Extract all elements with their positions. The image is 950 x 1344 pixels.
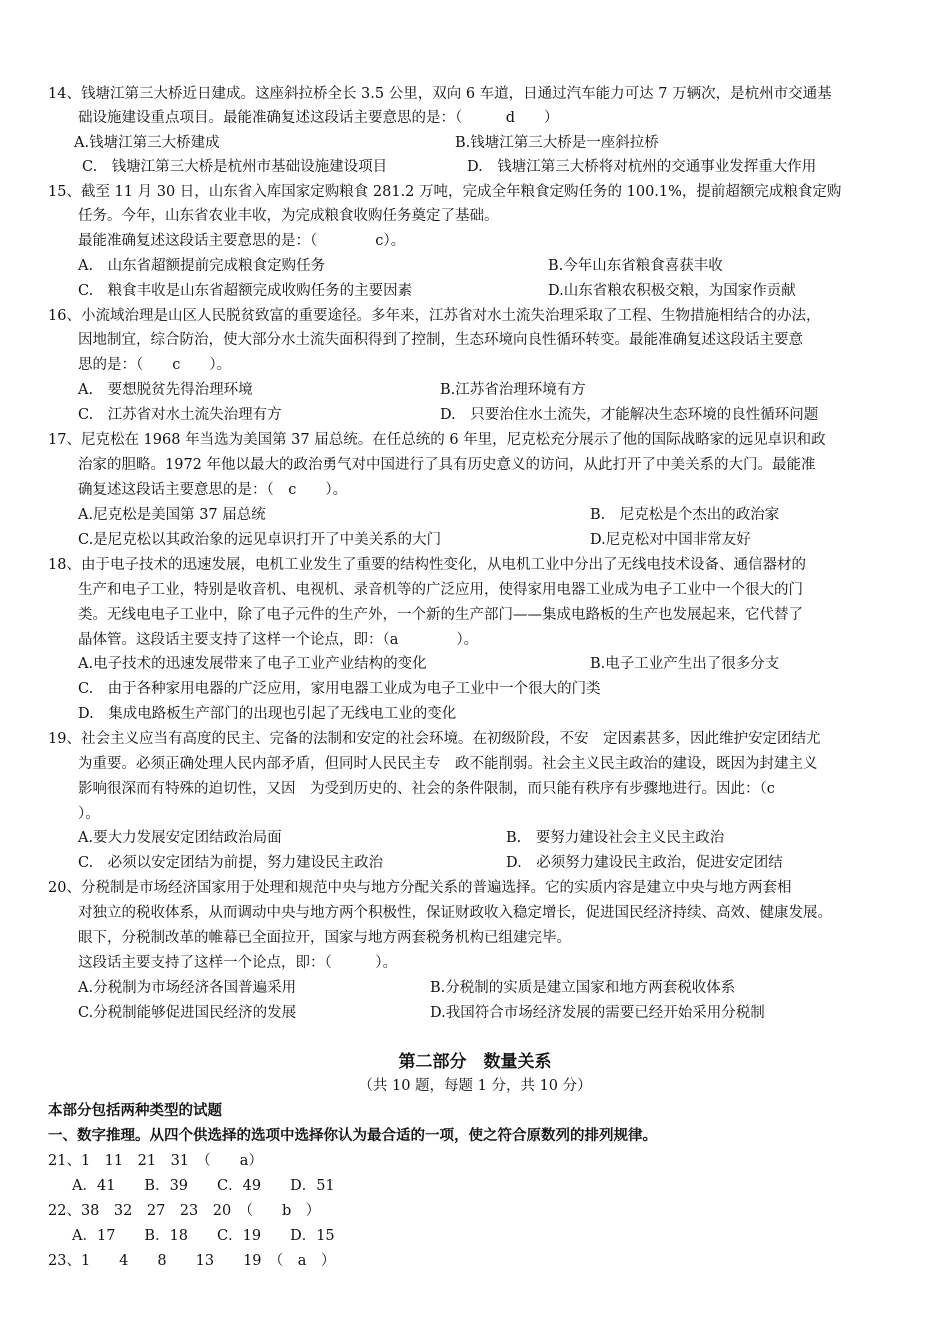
q23-sequence: 23、1 4 8 13 19 （ a ） (48, 1253, 336, 1269)
q20-stem-line1: 20、分税制是市场经济国家用于处理和规范中央与地方分配关系的普遍选择。它的实质内容是建立中央与地方两套相 (48, 880, 792, 896)
q19-option-c: C. 必须以安定团结为前提，努力建设民主政治 (78, 855, 384, 871)
q16-option-b: B.江苏省治理环境有方 (440, 382, 586, 398)
section1-instructions: 一、数字推理。从四个供选择的选项中选择你认为最合适的一项，使之符合原数列的排列规律。 (48, 1127, 657, 1144)
q16-stem-line1: 16、小流域治理是山区人民脱贫致富的重要途径。多年来，江苏省对水土流失治理采取了工程、生物措施相结合的办法， (48, 308, 821, 324)
q14-stem-line1: 14、钱塘江第三大桥近日建成。这座斜拉桥全长 3.5 公里，双向 6 车道，日通过汽车能力可达 7 万辆次，是杭州市交通基 (48, 86, 832, 102)
q19-stem-line1: 19、社会主义应当有高度的民主、完备的法制和安定的社会环境。在初级阶段，不安 定因素甚多，因此维护安定团结尤 (48, 731, 821, 747)
q22-sequence: 22、38 32 27 23 20 （ b ） (48, 1203, 321, 1219)
q21-options: A．41 B．39 C．49 D．51 (72, 1178, 335, 1194)
q17-option-b: B. 尼克松是个杰出的政治家 (590, 507, 780, 523)
q15-stem-line3: 最能准确复述这段话主要意思的是：（ c）。 (78, 233, 406, 249)
part2-title: 第二部分 数量关系 (398, 1052, 552, 1072)
q18-stem-line3: 类。无线电电子工业中，除了电子元件的生产外，一个新的生产部门——集成电路板的生产也发展起来，它代替了 (78, 607, 803, 623)
q18-option-c: C. 由于各种家用电器的广泛应用，家用电器工业成为电子工业中一个很大的门类 (78, 681, 601, 697)
q20-option-b: B.分税制的实质是建立国家和地方两套税收体系 (430, 980, 736, 996)
q15-option-a: A. 山东省超额提前完成粮食定购任务 (78, 258, 326, 274)
q14-option-d: D. 钱塘江第三大桥将对杭州的交通事业发挥重大作用 (467, 159, 817, 175)
q19-option-b: B. 要努力建设社会主义民主政治 (506, 830, 725, 846)
part2-intro: 本部分包括两种类型的试题 (48, 1102, 222, 1119)
q15-stem-line1: 15、截至 11 月 30 日，山东省入库国家定购粮食 281.2 万吨，完成全年粮食定购任务的 100.1%，提前超额完成粮食定购 (48, 184, 842, 200)
q14-stem-line2: 础设施建设重点项目。最能准确复述这段话主要意思的是：（ d ） (78, 110, 559, 126)
q20-stem-line4: 这段话主要支持了这样一个论点，即：（ ）。 (78, 955, 397, 971)
q22-options: A．17 B．18 C．19 D．15 (72, 1228, 335, 1244)
q14-option-c: C. 钱塘江第三大桥是杭州市基础设施建设项目 (82, 159, 388, 175)
q21-sequence: 21、1 11 21 31 （ a） (48, 1153, 263, 1169)
q17-option-c: C.是尼克松以其政治象的远见卓识打开了中美关系的大门 (78, 532, 442, 548)
q20-option-c: C.分税制能够促进国民经济的发展 (78, 1005, 297, 1021)
q18-option-a: A.电子技术的迅速发展带来了电子工业产业结构的变化 (78, 656, 427, 672)
part2-subtitle: （共 10 题，每题 1 分，共 10 分） (358, 1078, 592, 1094)
q14-option-b: B.钱塘江第三大桥是一座斜拉桥 (455, 135, 659, 151)
q16-option-a: A. 要想脱贫先得治理环境 (78, 382, 253, 398)
q15-option-c: C. 粮食丰收是山东省超额完成收购任务的主要因素 (78, 283, 413, 299)
q17-option-d: D.尼克松对中国非常友好 (590, 532, 751, 548)
q18-option-b: B.电子工业产生出了很多分支 (590, 656, 780, 672)
q16-stem-line2: 因地制宜，综合防治，使大部分水土流失面积得到了控制，生态环境向良性循环转变。最能准确复述这段话主要意 (78, 332, 803, 348)
q17-stem-line3: 确复述这段话主要意思的是：（ c ）。 (78, 482, 348, 498)
q17-stem-line2: 治家的胆略。1972 年他以最大的政治勇气对中国进行了具有历史意义的访问，从此打开了中美关系的大门。最能准 (78, 457, 816, 473)
q16-option-d: D. 只要治住水土流失，才能解决生态环境的良性循环问题 (440, 407, 819, 423)
q17-option-a: A.尼克松是美国第 37 届总统 (78, 507, 266, 523)
q18-option-d: D. 集成电路板生产部门的出现也引起了无线电工业的变化 (78, 706, 457, 722)
q18-stem-line4: 晶体管。这段话主要支持了这样一个论点，即：（a ）。 (78, 632, 479, 648)
q17-stem-line1: 17、尼克松在 1968 年当选为美国第 37 届总统。在任总统的 6 年里，尼克松充分展示了他的国际战略家的远见卓识和政 (48, 432, 826, 448)
q20-option-d: D.我国符合市场经济发展的需要已经开始采用分税制 (430, 1005, 765, 1021)
q19-stem-line3: 影响很深而有特殊的迫切性，又因 为受到历史的、社会的条件限制，而只能有秩序有步骤地进行。因此：（c (78, 781, 775, 797)
q19-option-d: D. 必须努力建设民主政治，促进安定团结 (506, 855, 783, 871)
q18-stem-line1: 18、由于电子技术的迅速发展，电机工业发生了重要的结构性变化，从电机工业中分出了无线电技术设备、通信器材的 (48, 557, 806, 573)
q16-option-c: C. 江苏省对水土流失治理有方 (78, 407, 282, 423)
q15-stem-line2: 任务。今年，山东省农业丰收，为完成粮食收购任务奠定了基础。 (78, 208, 499, 224)
q18-stem-line2: 生产和电子工业，特别是收音机、电视机、录音机等的广泛应用，使得家用电器工业成为电子工业中一个很大的门 (78, 582, 803, 598)
q19-option-a: A.要大力发展安定团结政治局面 (78, 830, 282, 846)
q19-stem-line4: ）。 (78, 806, 100, 822)
q20-stem-line3: 眼下，分税制改革的帷幕已全面拉开，国家与地方两套税务机构已组建完毕。 (78, 930, 571, 946)
q20-stem-line2: 对独立的税收体系，从而调动中央与地方两个积极性，保证财政收入稳定增长，促进国民经济持续、高效、健康发展。 (78, 905, 832, 921)
q16-stem-line3: 思的是：（ c ）。 (78, 357, 232, 373)
q19-stem-line2: 为重要。必须正确处理人民内部矛盾，但同时人民民主专 政不能削弱。社会主义民主政治的建设，既因为封建主义 (78, 756, 818, 772)
q15-option-b: B.今年山东省粮食喜获丰收 (548, 258, 723, 274)
q14-option-a: A.钱塘江第三大桥建成 (74, 135, 220, 151)
q15-option-d: D.山东省粮农积极交粮，为国家作贡献 (548, 283, 796, 299)
q20-option-a: A.分税制为市场经济各国普遍采用 (78, 980, 297, 996)
